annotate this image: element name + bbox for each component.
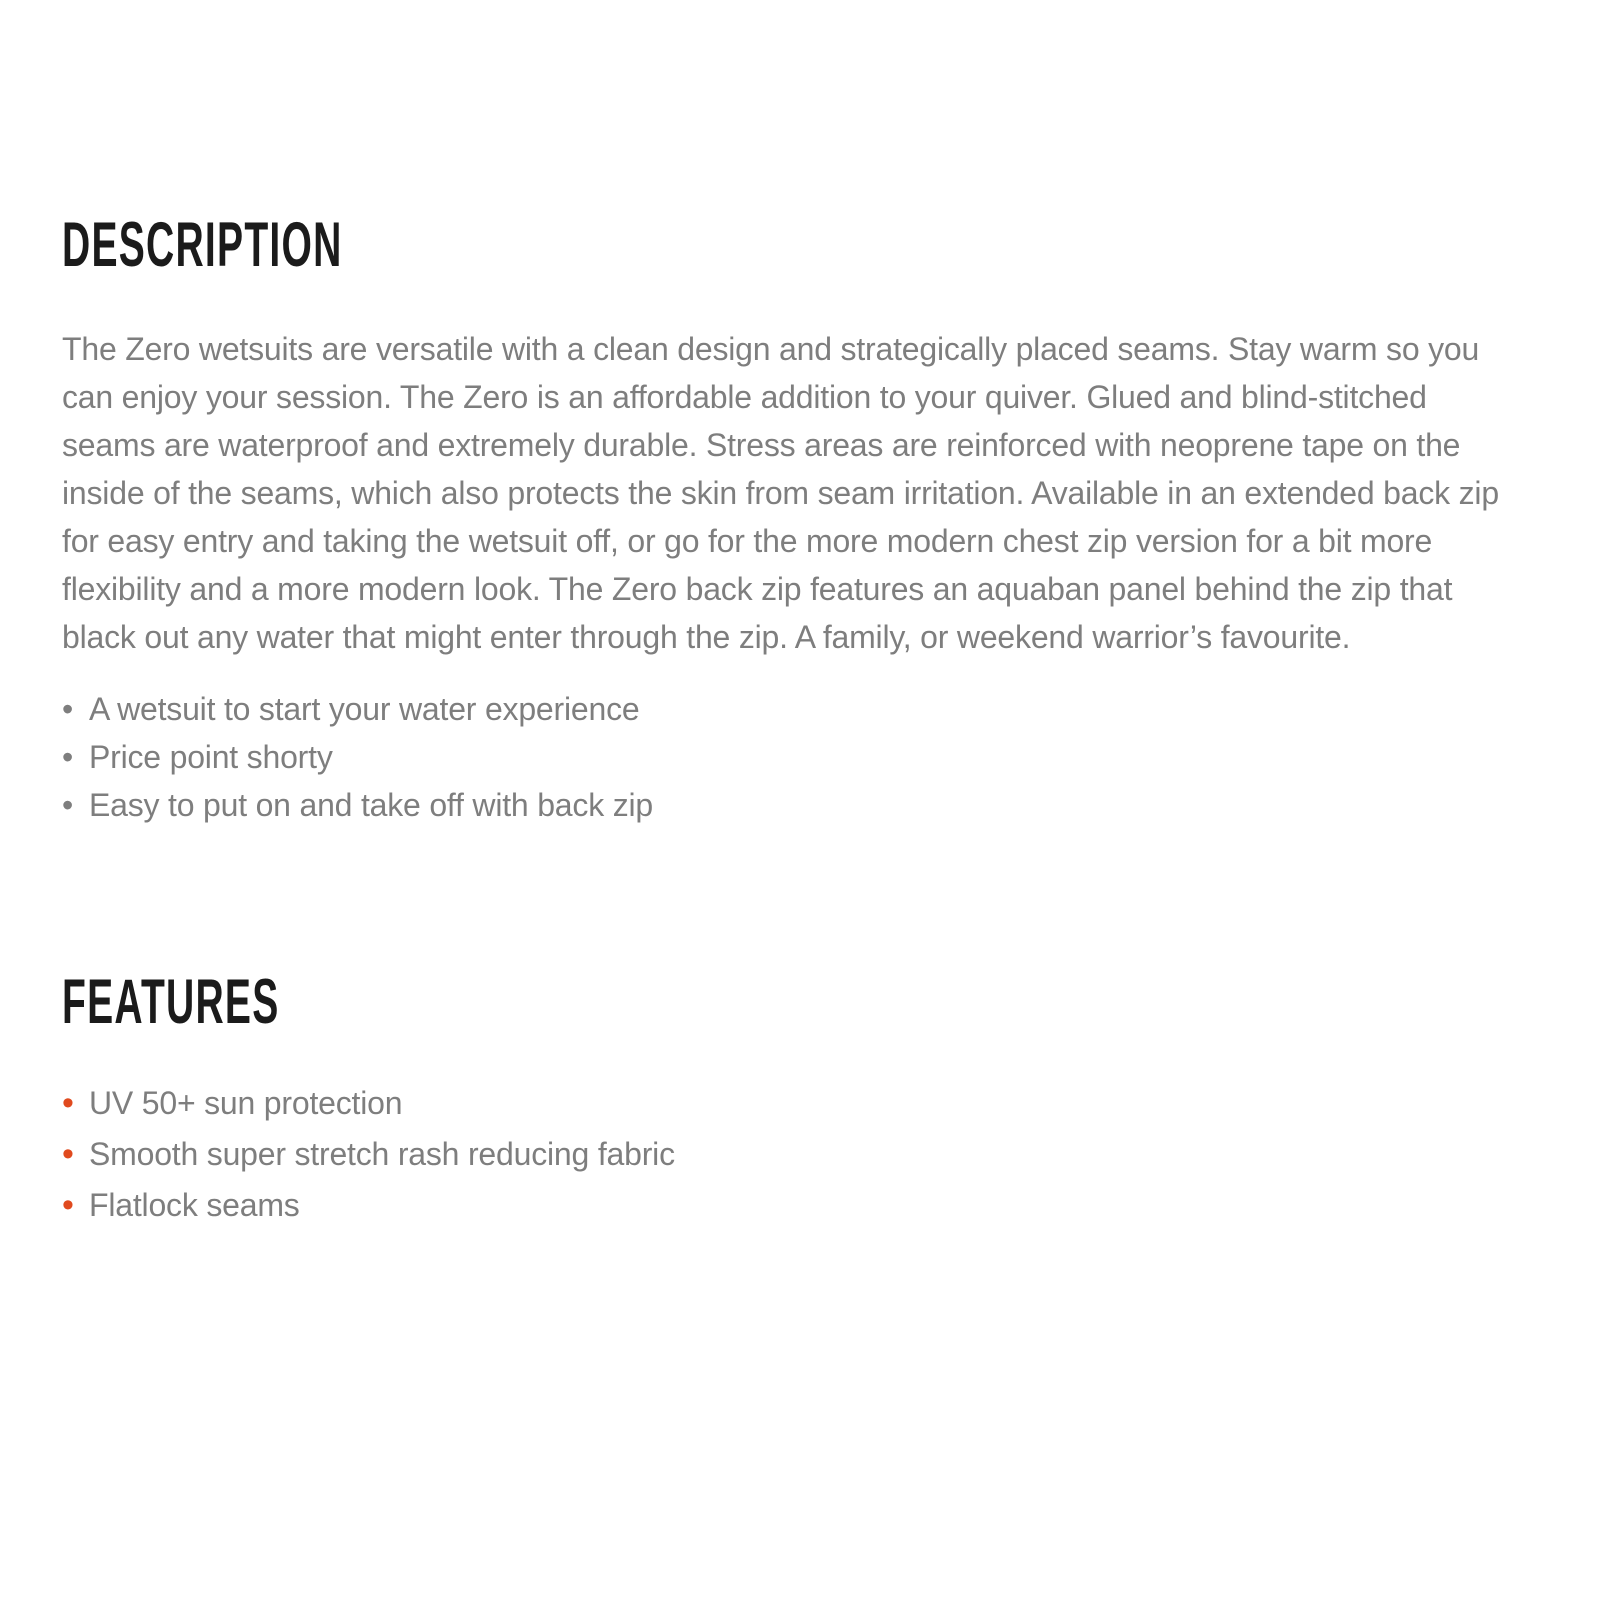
features-section xyxy=(62,967,1538,1231)
list-item xyxy=(62,1078,1538,1129)
feature-text: Flatlock seams xyxy=(89,1187,300,1223)
bullet-text: Easy to put on and take off with back zip xyxy=(89,787,654,823)
bullet-icon: • xyxy=(62,739,74,775)
bullet-text: Price point shorty xyxy=(89,739,333,775)
description-paragraph: The Zero wetsuits are versatile with a clean design and strategically placed seams. Stay warm so you can enjoy your session. The Zero is an affordable addition to your quiver. Glued and blind-stitched seams are waterproof and extremely durable. Stress areas are reinforced with neoprene tape on the inside of the seams, which also protects the skin from seam irritation. Available in an extended back zip for easy entry and taking the wetsuit off, or go for the more modern chest zip version for a bit more flexibility and a more modern look. The Zero back zip features an aquaban panel behind the zip that black out any water that might enter through the zip. A family, or weekend warrior’s favourite. xyxy=(62,331,1499,655)
feature-bullet-icon: • xyxy=(62,1135,74,1173)
list-item xyxy=(62,1129,1538,1180)
feature-bullet-icon: • xyxy=(62,1186,74,1224)
description-section xyxy=(62,210,1538,829)
list-item xyxy=(62,1180,1538,1231)
list-item xyxy=(62,685,1538,733)
feature-bullet-icon: • xyxy=(62,1084,74,1122)
list-item xyxy=(62,733,1538,781)
description-bullet-list xyxy=(62,685,1538,829)
bullet-text: A wetsuit to start your water experience xyxy=(89,691,640,727)
bullet-icon: • xyxy=(62,691,74,727)
features-bullet-list xyxy=(62,1078,1538,1231)
features-heading: FEATURES xyxy=(62,967,280,1037)
feature-text: UV 50+ sun protection xyxy=(89,1085,403,1121)
description-heading: DESCRIPTION xyxy=(62,210,343,280)
list-item xyxy=(62,781,1538,829)
bullet-icon: • xyxy=(62,787,74,823)
feature-text: Smooth super stretch rash reducing fabric xyxy=(89,1136,675,1172)
